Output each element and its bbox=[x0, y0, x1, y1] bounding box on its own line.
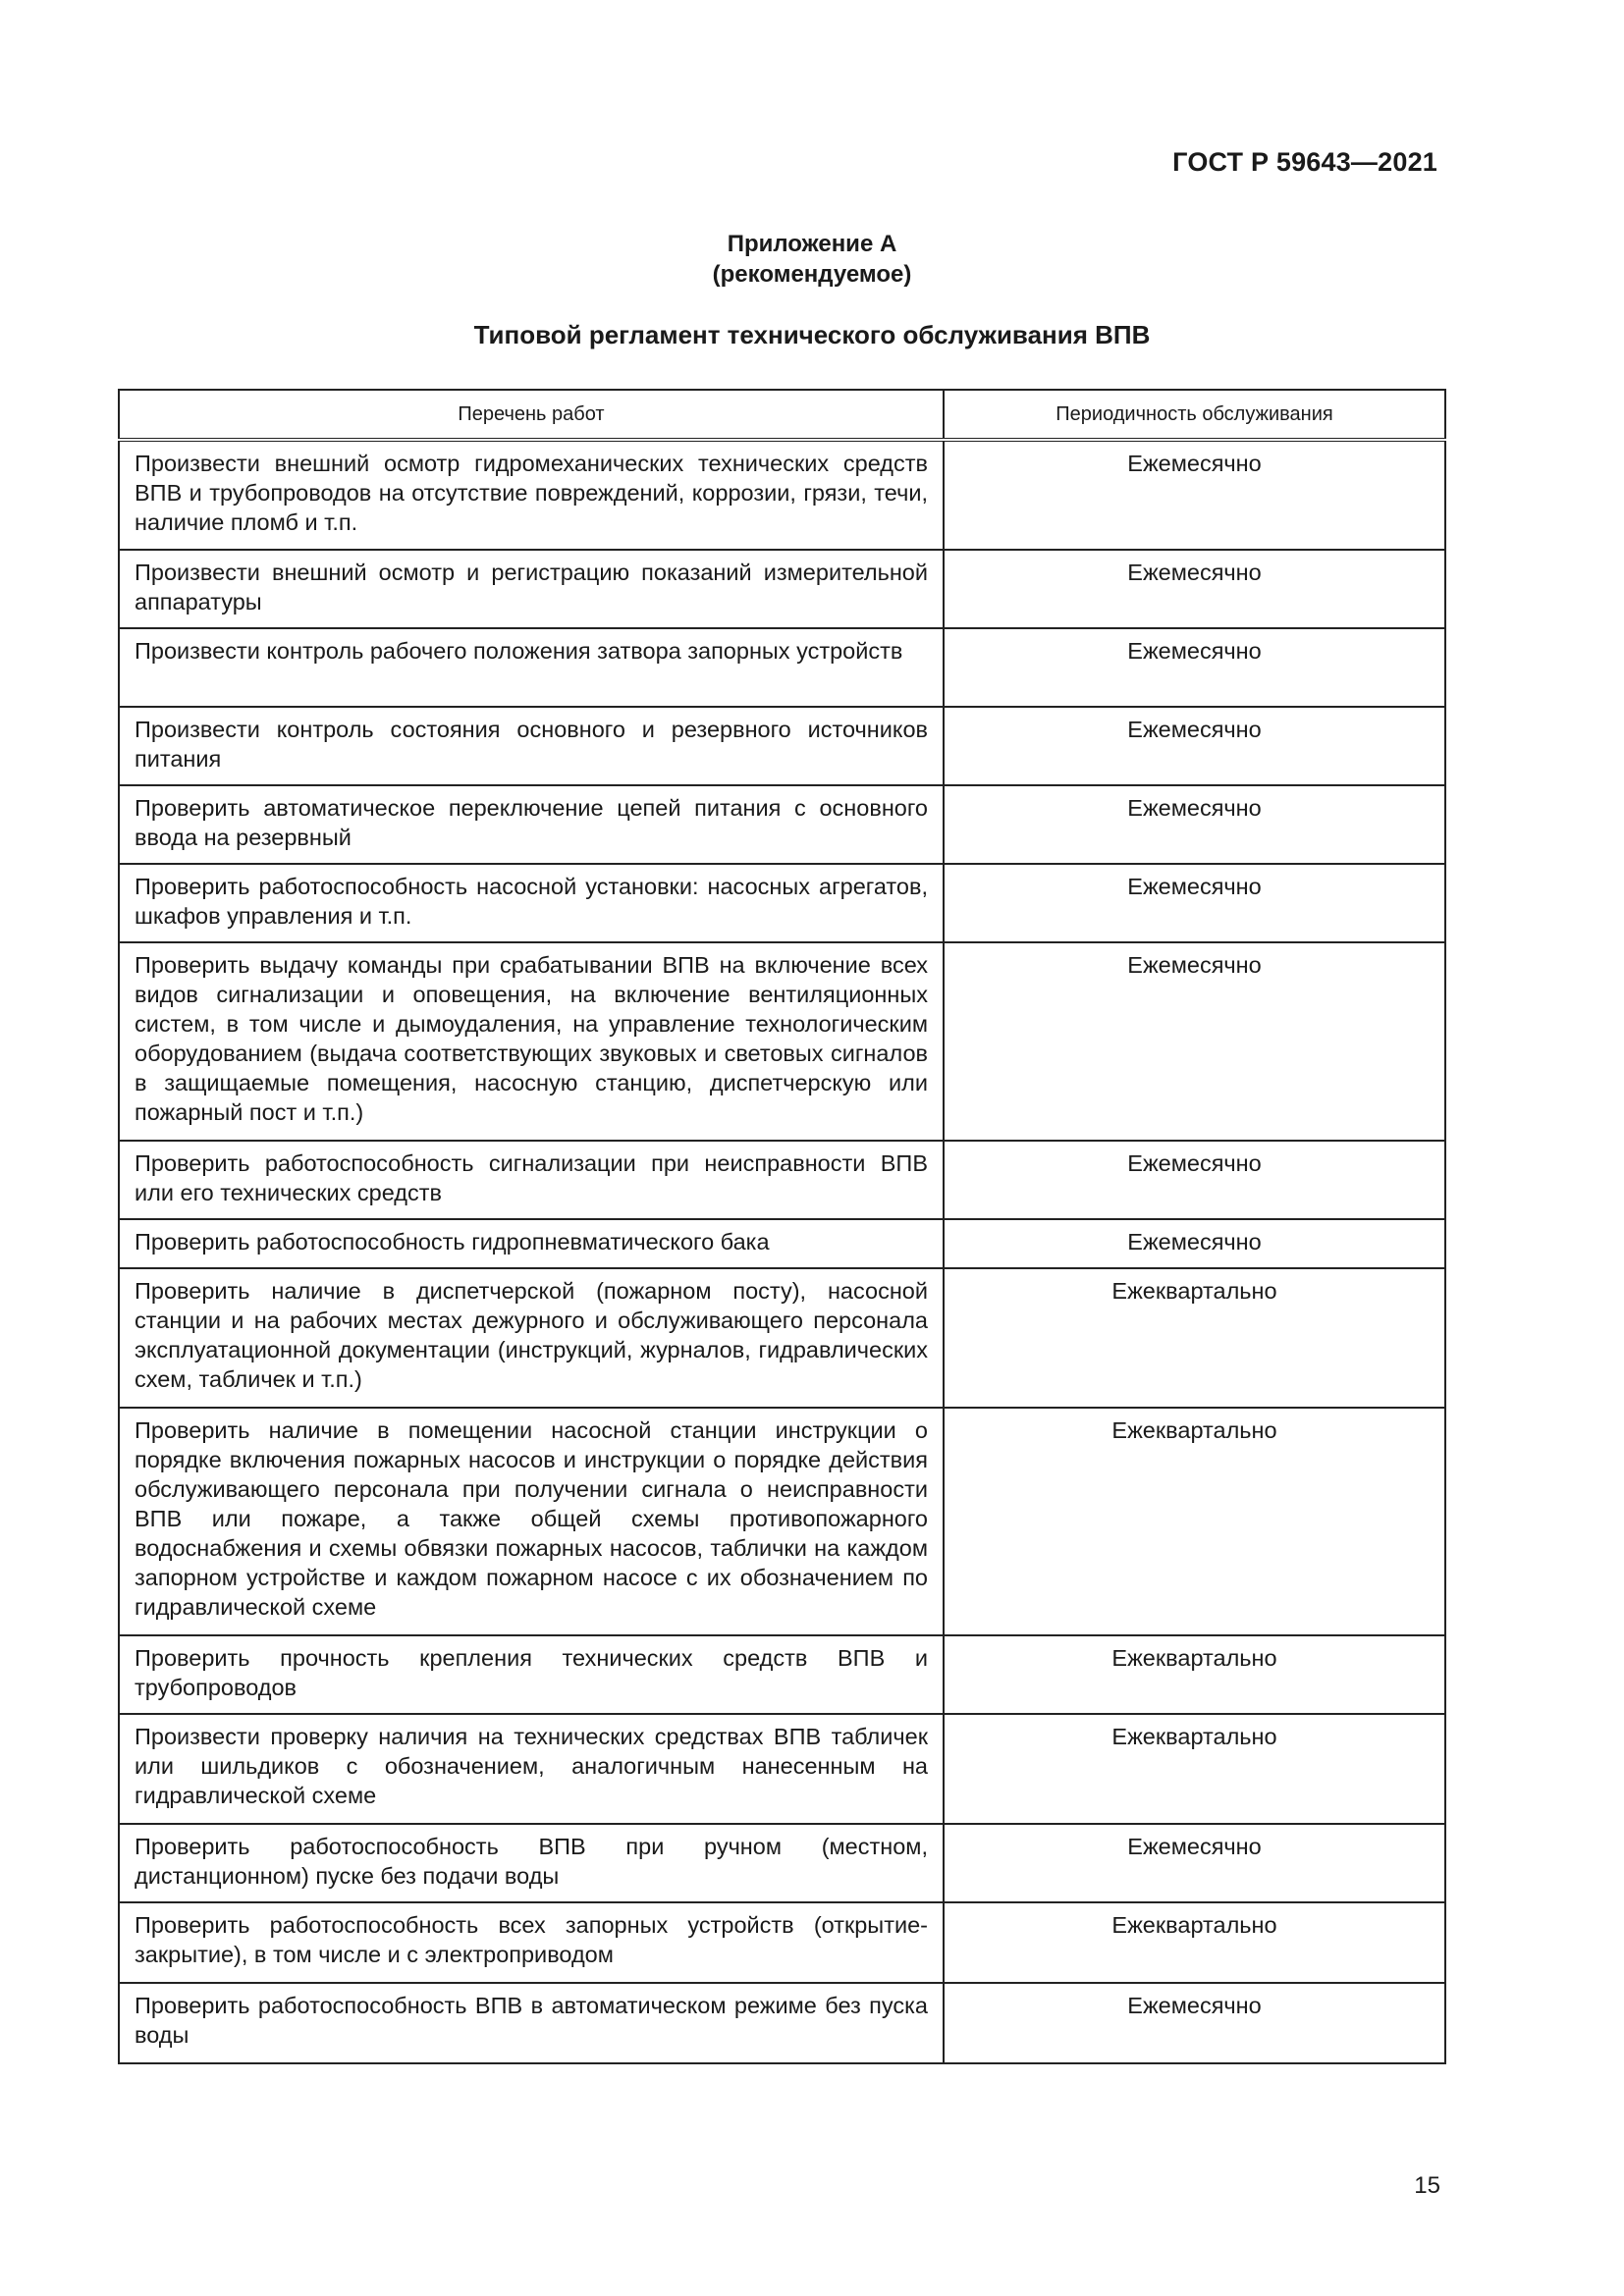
period-cell: Ежемесячно bbox=[944, 1824, 1445, 1902]
period-cell: Ежемесячно bbox=[944, 1219, 1445, 1268]
work-cell: Проверить работоспособность насосной установки: насосных агрегатов, шкафов управления и т.п. bbox=[119, 864, 944, 942]
period-cell: Ежемесячно bbox=[944, 785, 1445, 864]
table-row bbox=[119, 707, 1445, 785]
period-cell: Ежеквартально bbox=[944, 1714, 1445, 1824]
work-cell: Проверить автоматическое переключение цепей питания с основного ввода на резервный bbox=[119, 785, 944, 864]
work-cell: Проверить работоспособность гидропневматического бака bbox=[119, 1219, 944, 1268]
period-cell: Ежемесячно bbox=[944, 440, 1445, 550]
table-row bbox=[119, 1219, 1445, 1268]
period-cell: Ежемесячно bbox=[944, 1141, 1445, 1219]
period-cell: Ежеквартально bbox=[944, 1408, 1445, 1635]
period-cell: Ежеквартально bbox=[944, 1902, 1445, 1983]
annex-status: (рекомендуемое) bbox=[712, 261, 912, 288]
work-cell: Проверить работоспособность всех запорных устройств (открытие-закрытие), в том числе и с электроприводом bbox=[119, 1902, 944, 1983]
period-cell: Ежемесячно bbox=[944, 628, 1445, 707]
period-cell: Ежеквартально bbox=[944, 1635, 1445, 1714]
work-cell: Проверить наличие в помещении насосной станции инструкции о порядке включения пожарных насосов и инструкции о порядке действия обслуживающего персонала при получении сигнала о неисправности ВПВ или пожаре, а также общей схемы противопожарного водоснабжения и схемы обвязки пожарных насосов, таблички на каждом запорном устройстве и каждом пожарном насосе с их обозначением по гидравлической схеме bbox=[119, 1408, 944, 1635]
table-row bbox=[119, 1141, 1445, 1219]
table-row bbox=[119, 1824, 1445, 1902]
table-row bbox=[119, 942, 1445, 1141]
work-cell: Проверить работоспособность сигнализации при неисправности ВПВ или его технических средств bbox=[119, 1141, 944, 1219]
table-row bbox=[119, 1268, 1445, 1408]
page-number: 15 bbox=[1414, 2172, 1440, 2199]
period-cell: Ежемесячно bbox=[944, 550, 1445, 628]
work-cell: Проверить выдачу команды при срабатывании ВПВ на включение всех видов сигнализации и оповещения, на включение вентиляционных систем, в том числе и дымоудаления, на управление технологическим оборудованием (выдача соответствующих звуковых и световых сигналов в защищаемые помещения, насосную станцию, диспетчерскую или пожарный пост и т.п.) bbox=[119, 942, 944, 1141]
column-header-works: Перечень работ bbox=[119, 390, 944, 440]
annex-heading bbox=[0, 229, 1624, 290]
table-row bbox=[119, 550, 1445, 628]
standard-designation: ГОСТ Р 59643—2021 bbox=[1172, 147, 1437, 177]
work-cell: Произвести внешний осмотр и регистрацию показаний измерительной аппаратуры bbox=[119, 550, 944, 628]
table-row bbox=[119, 1983, 1445, 2063]
maintenance-schedule-table bbox=[118, 389, 1446, 2064]
work-cell: Проверить работоспособность ВПВ при ручном (местном, дистанционном) пуске без подачи воды bbox=[119, 1824, 944, 1902]
table-header-row bbox=[119, 390, 1445, 440]
work-cell: Проверить наличие в диспетчерской (пожарном посту), насосной станции и на рабочих местах дежурного и обслуживающего персонала эксплуатационной документации (инструкций, журналов, гидравлических схем, табличек и т.п.) bbox=[119, 1268, 944, 1408]
work-cell: Проверить прочность крепления технических средств ВПВ и трубопроводов bbox=[119, 1635, 944, 1714]
work-cell: Произвести проверку наличия на технических средствах ВПВ табличек или шильдиков с обозначением, аналогичным нанесенным на гидравлической схеме bbox=[119, 1714, 944, 1824]
column-header-periodicity: Периодичность обслуживания bbox=[944, 390, 1445, 440]
table-row bbox=[119, 1408, 1445, 1635]
table-row bbox=[119, 1902, 1445, 1983]
period-cell: Ежеквартально bbox=[944, 1268, 1445, 1408]
period-cell: Ежемесячно bbox=[944, 707, 1445, 785]
document-title: Типовой регламент технического обслуживания ВПВ bbox=[473, 320, 1151, 349]
table-row bbox=[119, 1635, 1445, 1714]
period-cell: Ежемесячно bbox=[944, 864, 1445, 942]
work-cell: Произвести внешний осмотр гидромеханических технических средств ВПВ и трубопроводов на отсутствие повреждений, коррозии, грязи, течи, наличие пломб и т.п. bbox=[119, 440, 944, 550]
period-cell: Ежемесячно bbox=[944, 942, 1445, 1141]
period-cell: Ежемесячно bbox=[944, 1983, 1445, 2063]
table-row bbox=[119, 864, 1445, 942]
table-row bbox=[119, 785, 1445, 864]
work-cell: Проверить работоспособность ВПВ в автоматическом режиме без пуска воды bbox=[119, 1983, 944, 2063]
table-row bbox=[119, 440, 1445, 550]
table-row bbox=[119, 628, 1445, 707]
table-row bbox=[119, 1714, 1445, 1824]
annex-title: Приложение А bbox=[727, 231, 897, 257]
work-cell: Произвести контроль рабочего положения затвора запорных устройств bbox=[119, 628, 944, 707]
work-cell: Произвести контроль состояния основного и резервного источников питания bbox=[119, 707, 944, 785]
